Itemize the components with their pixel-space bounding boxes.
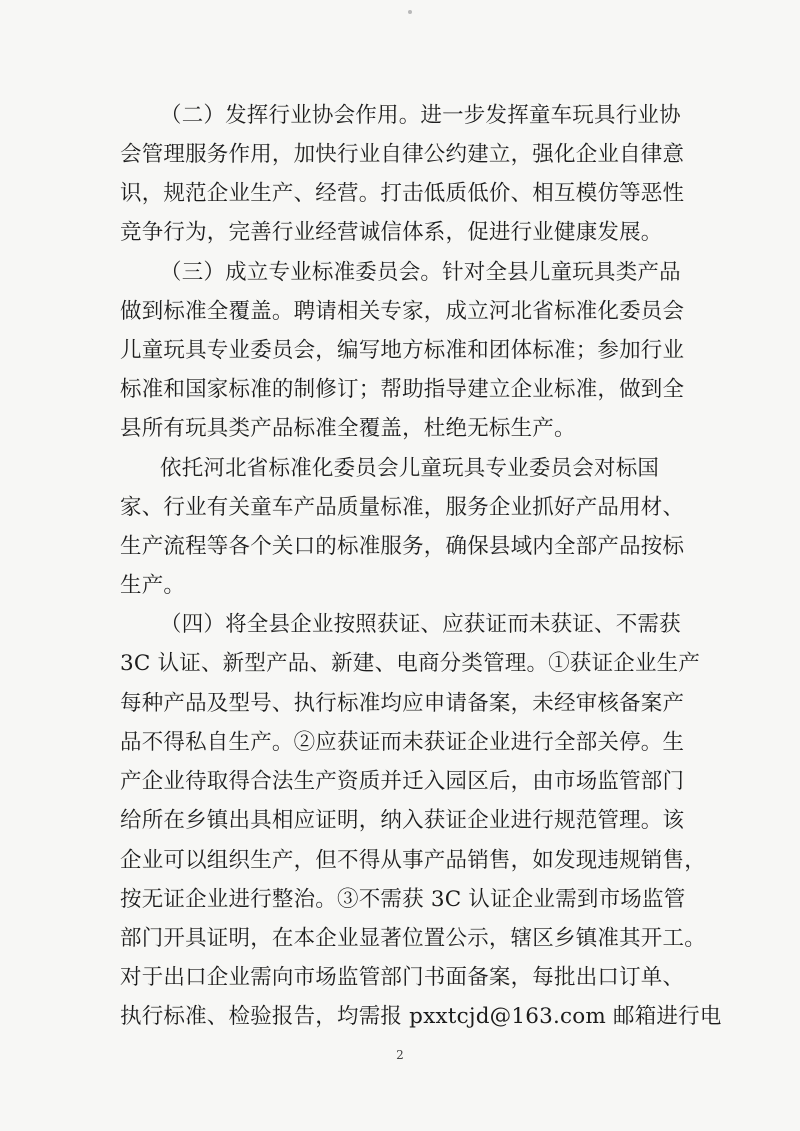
section-4-line-10: 对于出口企业需向市场监管部门书面备案，每批出口订单、: [120, 965, 685, 990]
support-line-2: 家、行业有关童车产品质量标准，服务企业抓好产品用材、: [120, 495, 685, 520]
section-4-line-2: 3C 认证、新型产品、新建、电商分类管理。①获证企业生产: [120, 651, 701, 676]
section-4-line-7: 企业可以组织生产，但不得从事产品销售，如发现违规销售，: [120, 848, 706, 873]
section-4-line-11: 执行标准、检验报告，均需报 pxxtcjd@163.com 邮箱进行电: [120, 1004, 722, 1029]
support-line-4: 生产。: [120, 573, 186, 598]
section-3-line-3: 儿童玩具专业委员会，编写地方标准和团体标准；参加行业: [120, 338, 685, 363]
section-2-line-2: 会管理服务作用，加快行业自律公约建立，强化企业自律意: [120, 142, 685, 167]
section-4-line-4: 品不得私自生产。②应获证而未获证企业进行全部关停。生: [120, 730, 685, 755]
section-4-line-3: 每种产品及型号、执行标准均应申请备案，未经审核备案产: [120, 691, 685, 716]
section-4-line-1: （四）将全县企业按照获证、应获证而未获证、不需获: [160, 612, 681, 637]
section-2-line-4: 竞争行为，完善行业经营诚信体系，促进行业健康发展。: [120, 220, 663, 245]
section-4-line-8: 按无证企业进行整治。③不需获 3C 认证企业需到市场监管: [120, 887, 686, 912]
support-line-1: 依托河北省标准化委员会儿童玩具专业委员会对标国: [160, 456, 660, 481]
section-4-line-6: 给所在乡镇出具相应证明，纳入获证企业进行规范管理。该: [120, 808, 685, 833]
section-3-line-5: 县所有玩具类产品标准全覆盖，杜绝无标生产。: [120, 416, 576, 441]
support-line-3: 生产流程等各个关口的标准服务，确保县域内全部产品按标: [120, 534, 685, 559]
section-4-line-9: 部门开具证明，在本企业显著位置公示，辖区乡镇准其开工。: [120, 926, 706, 951]
page-number: 2: [396, 1048, 404, 1062]
section-3-line-1: （三）成立专业标准委员会。针对全县儿童玩具类产品: [160, 260, 681, 285]
scan-artifact-dot: [408, 10, 412, 14]
section-2-line-1: （二）发挥行业协会作用。进一步发挥童车玩具行业协: [160, 103, 681, 128]
section-4-line-5: 产企业待取得合法生产资质并迁入园区后，由市场监管部门: [120, 769, 685, 794]
section-3-line-4: 标准和国家标准的制修订；帮助指导建立企业标准，做到全: [120, 377, 685, 402]
section-2-line-3: 识，规范企业生产、经营。打击低质低价、相互模仿等恶性: [120, 181, 685, 206]
section-3-line-2: 做到标准全覆盖。聘请相关专家，成立河北省标准化委员会: [120, 299, 685, 324]
